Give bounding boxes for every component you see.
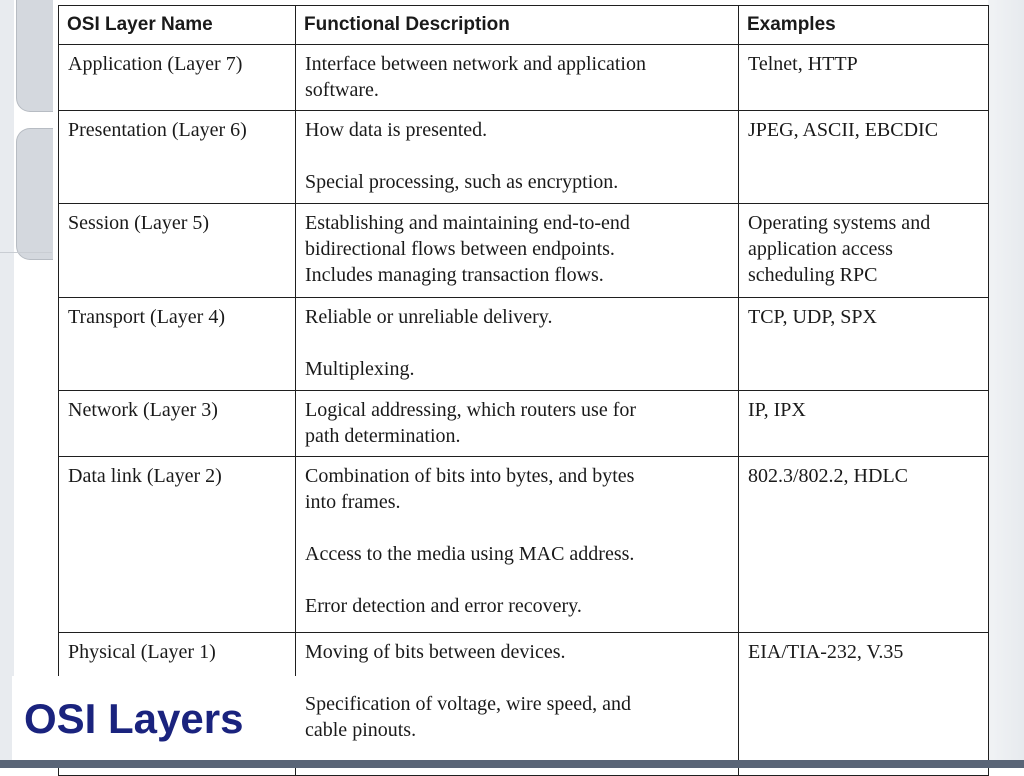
layer-name-cell: Data link (Layer 2) (59, 457, 296, 633)
description-cell: Combination of bits into bytes, and bytes into frames. Access to the media using MAC address. Error detection and error recovery. (296, 457, 739, 633)
layer-name-cell: Application (Layer 7) (59, 45, 296, 111)
table-row (59, 457, 989, 633)
layer-name-cell: Session (Layer 5) (59, 204, 296, 298)
layer-name-cell: Network (Layer 3) (59, 391, 296, 457)
column-header-examples: Examples (739, 6, 989, 45)
table-row (59, 391, 989, 457)
description-cell: Moving of bits between devices. Specification of voltage, wire speed, and cable pinouts. (296, 633, 739, 776)
left-decoration-tab (16, 128, 53, 260)
table-row (59, 111, 989, 204)
column-header-layer-name: OSI Layer Name (59, 6, 296, 45)
right-decoration-strip (988, 0, 1024, 768)
osi-layers-table (58, 5, 989, 776)
examples-cell: Telnet, HTTP (739, 45, 989, 111)
left-decoration-tab (16, 0, 53, 112)
column-header-functional-description: Functional Description (296, 6, 739, 45)
decoration-divider (0, 252, 52, 253)
table-row (59, 45, 989, 111)
table-row (59, 204, 989, 298)
examples-cell: TCP, UDP, SPX (739, 298, 989, 391)
examples-cell: JPEG, ASCII, EBCDIC (739, 111, 989, 204)
examples-cell: IP, IPX (739, 391, 989, 457)
examples-cell: EIA/TIA-232, V.35 (739, 633, 989, 776)
description-cell: How data is presented. Special processing, such as encryption. (296, 111, 739, 204)
description-cell: Reliable or unreliable delivery. Multiplexing. (296, 298, 739, 391)
layer-name-cell: Transport (Layer 4) (59, 298, 296, 391)
examples-cell: Operating systems and application access scheduling RPC (739, 204, 989, 298)
description-cell: Logical addressing, which routers use for path determination. (296, 391, 739, 457)
bottom-decoration-bar (0, 760, 1024, 768)
layer-name-cell: Presentation (Layer 6) (59, 111, 296, 204)
description-cell: Interface between network and application software. (296, 45, 739, 111)
description-cell: Establishing and maintaining end-to-end bidirectional flows between endpoints. Includes managing transaction flows. (296, 204, 739, 298)
left-decoration-strip (0, 0, 14, 768)
examples-cell: 802.3/802.2, HDLC (739, 457, 989, 633)
layer-name-cell: Physical (Layer 1) (59, 633, 296, 776)
table-header-row (59, 6, 989, 45)
slide-title: OSI Layers (24, 695, 244, 742)
table-row (59, 298, 989, 391)
